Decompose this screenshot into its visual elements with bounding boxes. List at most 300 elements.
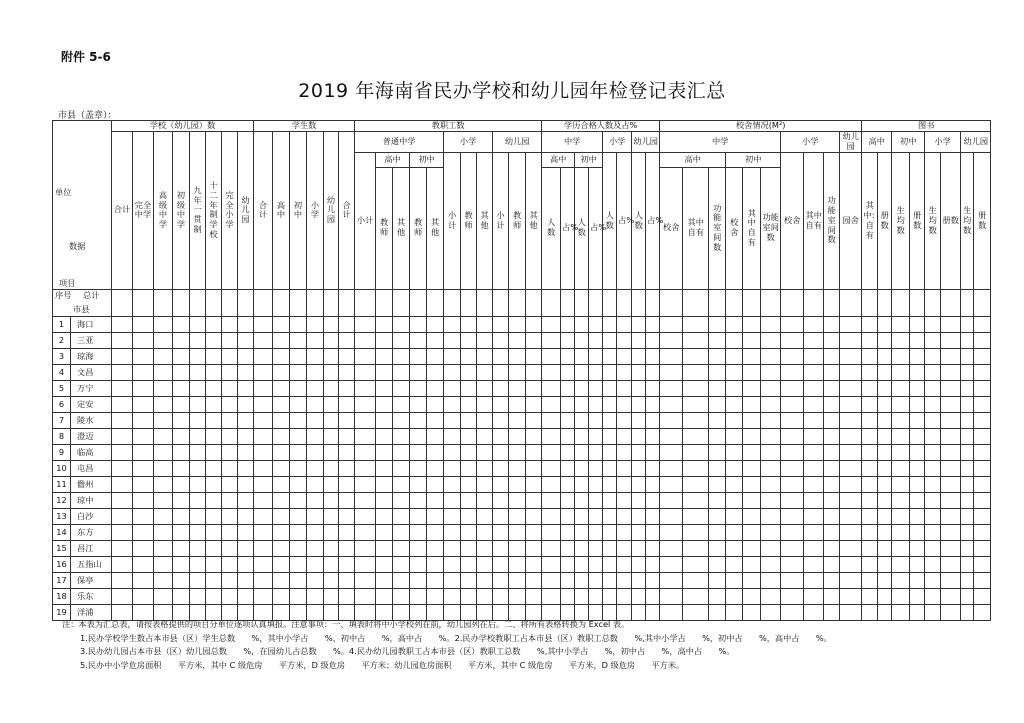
data-cell[interactable] [112, 428, 133, 444]
data-cell[interactable] [660, 460, 683, 476]
data-cell[interactable] [603, 460, 617, 476]
data-cell[interactable] [273, 316, 290, 332]
data-cell[interactable] [477, 556, 493, 572]
data-cell[interactable] [646, 396, 660, 412]
data-cell[interactable] [910, 444, 925, 460]
data-cell[interactable] [561, 428, 575, 444]
data-cell[interactable] [190, 508, 206, 524]
data-cell[interactable] [575, 460, 589, 476]
data-cell[interactable] [307, 428, 324, 444]
data-cell[interactable] [781, 492, 804, 508]
data-cell[interactable] [290, 556, 307, 572]
data-cell[interactable] [603, 316, 617, 332]
data-cell[interactable] [307, 316, 324, 332]
data-cell[interactable] [824, 508, 840, 524]
data-cell[interactable] [575, 316, 589, 332]
data-cell[interactable] [444, 412, 461, 428]
data-cell[interactable] [589, 428, 603, 444]
data-cell[interactable] [493, 428, 509, 444]
data-cell[interactable] [974, 444, 991, 460]
data-cell[interactable] [477, 332, 493, 348]
data-cell[interactable] [603, 428, 617, 444]
data-cell[interactable] [339, 316, 355, 332]
data-cell[interactable] [941, 572, 961, 588]
data-cell[interactable] [526, 444, 542, 460]
data-cell[interactable] [324, 508, 339, 524]
data-cell[interactable] [190, 380, 206, 396]
data-cell[interactable] [878, 332, 892, 348]
data-cell[interactable] [910, 380, 925, 396]
data-cell[interactable] [961, 508, 974, 524]
data-cell[interactable] [376, 508, 393, 524]
data-cell[interactable] [561, 460, 575, 476]
data-cell[interactable] [974, 332, 991, 348]
data-cell[interactable] [273, 412, 290, 428]
data-cell[interactable] [393, 476, 410, 492]
data-cell[interactable] [307, 364, 324, 380]
data-cell[interactable] [427, 476, 444, 492]
data-cell[interactable] [444, 524, 461, 540]
data-cell[interactable] [206, 444, 222, 460]
data-cell[interactable] [781, 476, 804, 492]
data-cell[interactable] [617, 524, 632, 540]
data-cell[interactable] [493, 556, 509, 572]
data-cell[interactable] [910, 316, 925, 332]
data-cell[interactable] [726, 364, 743, 380]
data-cell[interactable] [862, 572, 878, 588]
data-cell[interactable] [154, 444, 173, 460]
data-cell[interactable] [617, 380, 632, 396]
data-cell[interactable] [173, 588, 190, 604]
data-cell[interactable] [526, 476, 542, 492]
data-cell[interactable] [206, 476, 222, 492]
data-cell[interactable] [190, 476, 206, 492]
data-cell[interactable] [222, 412, 238, 428]
data-cell[interactable] [206, 348, 222, 364]
data-cell[interactable] [925, 540, 941, 556]
data-cell[interactable] [355, 444, 376, 460]
data-cell[interactable] [589, 492, 603, 508]
data-cell[interactable] [112, 556, 133, 572]
data-cell[interactable] [206, 492, 222, 508]
data-cell[interactable] [477, 412, 493, 428]
data-cell[interactable] [254, 572, 273, 588]
data-cell[interactable] [743, 380, 761, 396]
data-cell[interactable] [307, 556, 324, 572]
data-cell[interactable] [683, 556, 709, 572]
data-cell[interactable] [824, 492, 840, 508]
data-cell[interactable] [878, 476, 892, 492]
data-cell[interactable] [238, 444, 254, 460]
data-cell[interactable] [632, 524, 646, 540]
data-cell[interactable] [603, 492, 617, 508]
data-cell[interactable] [617, 492, 632, 508]
data-cell[interactable] [526, 556, 542, 572]
data-cell[interactable] [393, 444, 410, 460]
data-cell[interactable] [410, 428, 427, 444]
data-cell[interactable] [509, 460, 526, 476]
data-cell[interactable] [660, 332, 683, 348]
data-cell[interactable] [290, 364, 307, 380]
data-cell[interactable] [461, 572, 477, 588]
data-cell[interactable] [133, 540, 154, 556]
data-cell[interactable] [726, 588, 743, 604]
data-cell[interactable] [273, 332, 290, 348]
data-cell[interactable] [112, 524, 133, 540]
data-cell[interactable] [617, 396, 632, 412]
data-cell[interactable] [542, 508, 561, 524]
data-cell[interactable] [961, 396, 974, 412]
data-cell[interactable] [961, 332, 974, 348]
data-cell[interactable] [781, 412, 804, 428]
data-cell[interactable] [493, 460, 509, 476]
data-cell[interactable] [761, 316, 781, 332]
data-cell[interactable] [393, 540, 410, 556]
data-cell[interactable] [603, 540, 617, 556]
data-cell[interactable] [461, 380, 477, 396]
data-cell[interactable] [646, 412, 660, 428]
data-cell[interactable] [444, 444, 461, 460]
data-cell[interactable] [561, 572, 575, 588]
data-cell[interactable] [941, 364, 961, 380]
data-cell[interactable] [709, 380, 726, 396]
data-cell[interactable] [862, 556, 878, 572]
data-cell[interactable] [493, 396, 509, 412]
data-cell[interactable] [112, 460, 133, 476]
data-cell[interactable] [273, 524, 290, 540]
data-cell[interactable] [561, 396, 575, 412]
data-cell[interactable] [173, 540, 190, 556]
data-cell[interactable] [307, 460, 324, 476]
data-cell[interactable] [222, 556, 238, 572]
data-cell[interactable] [254, 332, 273, 348]
data-cell[interactable] [683, 508, 709, 524]
data-cell[interactable] [974, 460, 991, 476]
data-cell[interactable] [427, 524, 444, 540]
data-cell[interactable] [632, 572, 646, 588]
data-cell[interactable] [781, 332, 804, 348]
data-cell[interactable] [726, 508, 743, 524]
data-cell[interactable] [526, 572, 542, 588]
data-cell[interactable] [632, 492, 646, 508]
data-cell[interactable] [974, 492, 991, 508]
data-cell[interactable] [589, 508, 603, 524]
data-cell[interactable] [324, 348, 339, 364]
data-cell[interactable] [726, 316, 743, 332]
data-cell[interactable] [133, 412, 154, 428]
data-cell[interactable] [477, 316, 493, 332]
data-cell[interactable] [493, 572, 509, 588]
data-cell[interactable] [526, 332, 542, 348]
data-cell[interactable] [461, 428, 477, 444]
data-cell[interactable] [133, 444, 154, 460]
data-cell[interactable] [133, 588, 154, 604]
data-cell[interactable] [461, 396, 477, 412]
data-cell[interactable] [925, 572, 941, 588]
data-cell[interactable] [961, 348, 974, 364]
data-cell[interactable] [575, 508, 589, 524]
data-cell[interactable] [892, 380, 910, 396]
data-cell[interactable] [632, 556, 646, 572]
data-cell[interactable] [840, 572, 862, 588]
data-cell[interactable] [646, 428, 660, 444]
data-cell[interactable] [910, 476, 925, 492]
data-cell[interactable] [427, 412, 444, 428]
data-cell[interactable] [238, 380, 254, 396]
data-cell[interactable] [173, 428, 190, 444]
data-cell[interactable] [376, 380, 393, 396]
data-cell[interactable] [632, 444, 646, 460]
data-cell[interactable] [603, 508, 617, 524]
data-cell[interactable] [925, 428, 941, 444]
data-cell[interactable] [878, 348, 892, 364]
data-cell[interactable] [646, 540, 660, 556]
data-cell[interactable] [925, 604, 941, 620]
data-cell[interactable] [941, 476, 961, 492]
data-cell[interactable] [206, 556, 222, 572]
data-cell[interactable] [824, 380, 840, 396]
data-cell[interactable] [526, 508, 542, 524]
data-cell[interactable] [646, 364, 660, 380]
data-cell[interactable] [910, 460, 925, 476]
data-cell[interactable] [355, 412, 376, 428]
data-cell[interactable] [376, 444, 393, 460]
data-cell[interactable] [743, 444, 761, 460]
data-cell[interactable] [444, 316, 461, 332]
data-cell[interactable] [974, 380, 991, 396]
data-cell[interactable] [910, 572, 925, 588]
data-cell[interactable] [393, 380, 410, 396]
data-cell[interactable] [222, 540, 238, 556]
data-cell[interactable] [974, 540, 991, 556]
data-cell[interactable] [632, 476, 646, 492]
data-cell[interactable] [603, 348, 617, 364]
data-cell[interactable] [561, 540, 575, 556]
data-cell[interactable] [632, 396, 646, 412]
data-cell[interactable] [509, 492, 526, 508]
data-cell[interactable] [238, 524, 254, 540]
data-cell[interactable] [154, 396, 173, 412]
data-cell[interactable] [862, 364, 878, 380]
data-cell[interactable] [509, 524, 526, 540]
data-cell[interactable] [804, 460, 824, 476]
data-cell[interactable] [112, 348, 133, 364]
data-cell[interactable] [427, 364, 444, 380]
data-cell[interactable] [173, 332, 190, 348]
data-cell[interactable] [273, 492, 290, 508]
data-cell[interactable] [646, 556, 660, 572]
data-cell[interactable] [206, 364, 222, 380]
data-cell[interactable] [206, 428, 222, 444]
data-cell[interactable] [542, 572, 561, 588]
data-cell[interactable] [561, 492, 575, 508]
data-cell[interactable] [824, 556, 840, 572]
data-cell[interactable] [307, 476, 324, 492]
data-cell[interactable] [941, 412, 961, 428]
data-cell[interactable] [925, 444, 941, 460]
data-cell[interactable] [781, 588, 804, 604]
data-cell[interactable] [781, 396, 804, 412]
data-cell[interactable] [589, 524, 603, 540]
data-cell[interactable] [941, 540, 961, 556]
data-cell[interactable] [339, 428, 355, 444]
data-cell[interactable] [925, 380, 941, 396]
data-cell[interactable] [393, 588, 410, 604]
data-cell[interactable] [206, 380, 222, 396]
data-cell[interactable] [173, 444, 190, 460]
data-cell[interactable] [632, 412, 646, 428]
data-cell[interactable] [743, 396, 761, 412]
data-cell[interactable] [761, 396, 781, 412]
data-cell[interactable] [427, 348, 444, 364]
data-cell[interactable] [509, 476, 526, 492]
data-cell[interactable] [603, 412, 617, 428]
data-cell[interactable] [683, 492, 709, 508]
data-cell[interactable] [575, 588, 589, 604]
data-cell[interactable] [254, 508, 273, 524]
data-cell[interactable] [133, 428, 154, 444]
data-cell[interactable] [238, 460, 254, 476]
data-cell[interactable] [206, 572, 222, 588]
data-cell[interactable] [840, 444, 862, 460]
data-cell[interactable] [961, 572, 974, 588]
data-cell[interactable] [173, 348, 190, 364]
data-cell[interactable] [840, 540, 862, 556]
data-cell[interactable] [709, 524, 726, 540]
data-cell[interactable] [477, 348, 493, 364]
data-cell[interactable] [781, 316, 804, 332]
data-cell[interactable] [660, 524, 683, 540]
data-cell[interactable] [376, 572, 393, 588]
data-cell[interactable] [840, 316, 862, 332]
data-cell[interactable] [222, 380, 238, 396]
data-cell[interactable] [222, 508, 238, 524]
data-cell[interactable] [862, 348, 878, 364]
data-cell[interactable] [477, 428, 493, 444]
data-cell[interactable] [238, 556, 254, 572]
data-cell[interactable] [324, 572, 339, 588]
data-cell[interactable] [824, 540, 840, 556]
data-cell[interactable] [339, 524, 355, 540]
data-cell[interactable] [589, 412, 603, 428]
data-cell[interactable] [589, 556, 603, 572]
data-cell[interactable] [461, 316, 477, 332]
data-cell[interactable] [941, 380, 961, 396]
data-cell[interactable] [878, 572, 892, 588]
data-cell[interactable] [238, 572, 254, 588]
data-cell[interactable] [444, 556, 461, 572]
data-cell[interactable] [190, 396, 206, 412]
data-cell[interactable] [222, 348, 238, 364]
data-cell[interactable] [660, 476, 683, 492]
data-cell[interactable] [974, 588, 991, 604]
data-cell[interactable] [617, 508, 632, 524]
data-cell[interactable] [112, 412, 133, 428]
data-cell[interactable] [410, 396, 427, 412]
data-cell[interactable] [941, 556, 961, 572]
data-cell[interactable] [910, 492, 925, 508]
data-cell[interactable] [709, 476, 726, 492]
data-cell[interactable] [824, 412, 840, 428]
data-cell[interactable] [339, 444, 355, 460]
data-cell[interactable] [761, 524, 781, 540]
data-cell[interactable] [133, 396, 154, 412]
data-cell[interactable] [726, 380, 743, 396]
data-cell[interactable] [804, 524, 824, 540]
data-cell[interactable] [840, 492, 862, 508]
data-cell[interactable] [173, 460, 190, 476]
data-cell[interactable] [761, 412, 781, 428]
data-cell[interactable] [376, 540, 393, 556]
data-cell[interactable] [254, 460, 273, 476]
data-cell[interactable] [974, 412, 991, 428]
data-cell[interactable] [509, 444, 526, 460]
data-cell[interactable] [575, 396, 589, 412]
data-cell[interactable] [307, 444, 324, 460]
data-cell[interactable] [154, 332, 173, 348]
data-cell[interactable] [589, 380, 603, 396]
data-cell[interactable] [862, 508, 878, 524]
data-cell[interactable] [339, 492, 355, 508]
data-cell[interactable] [743, 348, 761, 364]
data-cell[interactable] [290, 588, 307, 604]
data-cell[interactable] [461, 364, 477, 380]
data-cell[interactable] [892, 428, 910, 444]
data-cell[interactable] [222, 364, 238, 380]
data-cell[interactable] [646, 508, 660, 524]
data-cell[interactable] [509, 588, 526, 604]
data-cell[interactable] [840, 364, 862, 380]
data-cell[interactable] [410, 332, 427, 348]
data-cell[interactable] [410, 444, 427, 460]
data-cell[interactable] [892, 316, 910, 332]
data-cell[interactable] [542, 588, 561, 604]
data-cell[interactable] [307, 540, 324, 556]
data-cell[interactable] [862, 380, 878, 396]
data-cell[interactable] [941, 348, 961, 364]
data-cell[interactable] [477, 444, 493, 460]
data-cell[interactable] [461, 508, 477, 524]
data-cell[interactable] [355, 332, 376, 348]
data-cell[interactable] [355, 476, 376, 492]
data-cell[interactable] [862, 460, 878, 476]
data-cell[interactable] [173, 524, 190, 540]
data-cell[interactable] [493, 492, 509, 508]
data-cell[interactable] [589, 348, 603, 364]
data-cell[interactable] [726, 572, 743, 588]
data-cell[interactable] [575, 524, 589, 540]
data-cell[interactable] [761, 332, 781, 348]
data-cell[interactable] [173, 396, 190, 412]
data-cell[interactable] [824, 572, 840, 588]
data-cell[interactable] [254, 444, 273, 460]
data-cell[interactable] [355, 508, 376, 524]
data-cell[interactable] [238, 412, 254, 428]
data-cell[interactable] [910, 556, 925, 572]
data-cell[interactable] [444, 508, 461, 524]
data-cell[interactable] [603, 396, 617, 412]
data-cell[interactable] [603, 444, 617, 460]
data-cell[interactable] [112, 508, 133, 524]
data-cell[interactable] [683, 380, 709, 396]
data-cell[interactable] [683, 524, 709, 540]
data-cell[interactable] [444, 540, 461, 556]
data-cell[interactable] [726, 332, 743, 348]
data-cell[interactable] [427, 572, 444, 588]
data-cell[interactable] [493, 364, 509, 380]
data-cell[interactable] [173, 380, 190, 396]
data-cell[interactable] [376, 460, 393, 476]
